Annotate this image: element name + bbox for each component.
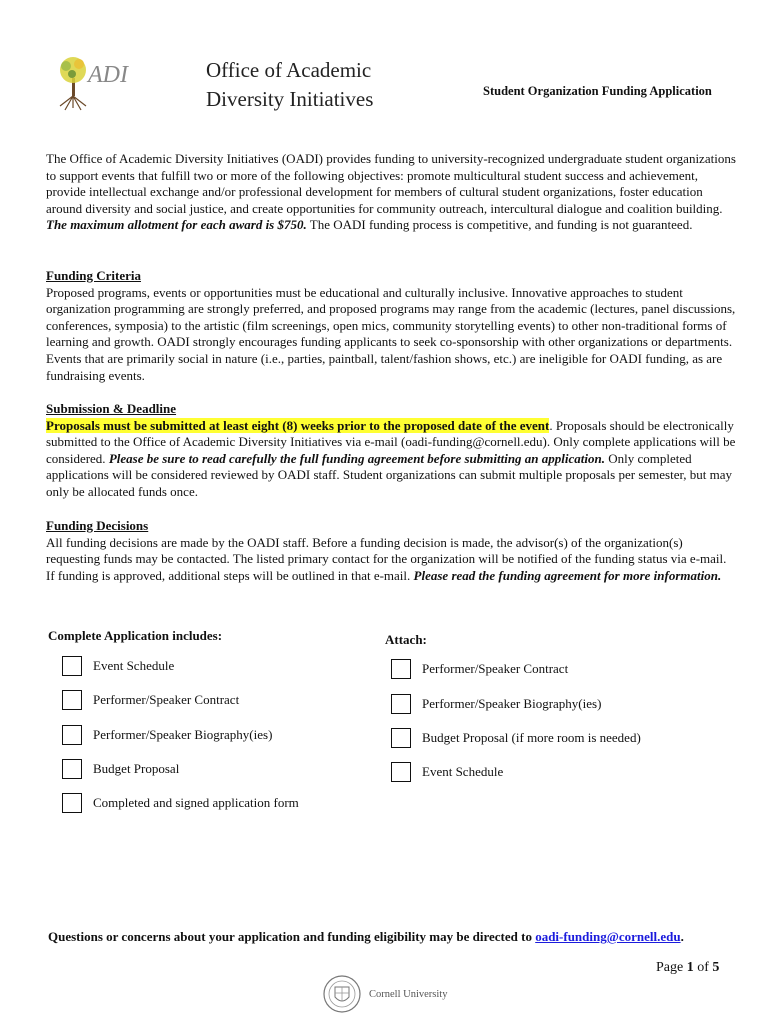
submission-emphasis: Please be sure to read carefully the full funding agreement before submitting an application. — [108, 450, 605, 466]
checkbox[interactable] — [62, 690, 82, 710]
funding-decisions-heading: Funding Decisions — [46, 518, 149, 533]
checkbox[interactable] — [62, 759, 82, 779]
intro-text-1: The Office of Academic Diversity Initiatives (OADI) provides funding to university-recognized undergraduate student organizations to support events that fulfill two or more of the following objectives: promote multicultural student success and achievement, provide intellectual exchange and/or professional development for members of cultural student organizations, foster education around diversity and social justice, and create opportunities for community outreach, intercultural dialogue and coalition building. — [46, 151, 736, 216]
checkbox[interactable] — [62, 656, 82, 676]
checklist-item-label: Performer/Speaker Contract — [93, 692, 240, 707]
cornell-footer — [323, 973, 447, 1015]
checklist-item-event-schedule[interactable] — [62, 656, 174, 676]
attach-heading: Attach: — [385, 632, 427, 647]
contact-note — [48, 929, 684, 945]
page-current: 1 — [686, 960, 694, 975]
funding-decisions-emphasis: Please read the funding agreement for more information. — [413, 567, 722, 583]
submission-section — [46, 401, 736, 501]
page-label: Page — [656, 960, 687, 975]
page-total: 5 — [712, 960, 720, 975]
checklist-item-biography[interactable] — [62, 725, 272, 745]
checkbox[interactable] — [391, 694, 411, 714]
checkbox[interactable] — [62, 793, 82, 813]
submission-text-1: . Proposals should be electronically submitted to the Office of Academic Diversity Initiatives via e-mail (oadi-funding@cornell.edu). Only complete applications will be considered. — [46, 417, 736, 466]
deadline-highlight: Proposals must be submitted at least eight (8) weeks prior to the proposed date of the event — [46, 417, 550, 433]
intro-text-2: The OADI funding process is competitive, and funding is not guaranteed. — [306, 217, 693, 233]
page-of: of — [693, 960, 713, 975]
checklist-item-label: Completed and signed application form — [93, 795, 299, 810]
logo-text: ADI — [88, 62, 128, 88]
checkbox[interactable] — [62, 725, 82, 745]
checklist-item-label: Performer/Speaker Biography(ies) — [93, 727, 273, 742]
checklist-item-application-form[interactable] — [62, 793, 299, 813]
funding-criteria-heading: Funding Criteria — [46, 268, 141, 283]
attach-item-biography[interactable] — [391, 694, 601, 714]
attach-item-contract[interactable] — [391, 659, 568, 679]
funding-criteria-section — [46, 268, 736, 384]
attach-item-label: Performer/Speaker Biography(ies) — [422, 696, 602, 711]
checklist-item-contract[interactable] — [62, 690, 239, 710]
checkbox[interactable] — [391, 659, 411, 679]
attach-item-label: Event Schedule — [422, 764, 504, 779]
contact-note-text: Questions or concerns about your application and funding eligibility may be directed to — [48, 929, 536, 944]
checkbox[interactable] — [391, 728, 411, 748]
checklist-item-label: Event Schedule — [93, 658, 175, 673]
funding-decisions-text: All funding decisions are made by the OADI staff. Before a funding decision is made, the advisor(s) of the organization(s) requesting funds may be contacted. The listed primary contact for the organization will be notified of the funding status via e-mail. If funding is approved, additional steps will be outlined in that e-mail. — [46, 534, 727, 583]
contact-email-link[interactable]: oadi-funding@cornell.edu — [535, 929, 681, 944]
attach-item-label: Performer/Speaker Contract — [422, 661, 569, 676]
attach-item-label: Budget Proposal (if more room is needed) — [422, 730, 641, 745]
page-number — [656, 960, 719, 976]
contact-note-end: . — [680, 929, 684, 944]
tree-icon — [60, 57, 86, 110]
checklist-item-label: Budget Proposal — [93, 761, 180, 776]
form-title: Student Organization Funding Application — [483, 84, 712, 98]
attach-item-budget[interactable] — [391, 728, 641, 748]
funding-criteria-text: Proposed programs, events or opportunities must be educational and culturally inclusive. Innovative approaches to student organization programming are strongly preferred, and proposed programs may range from the academic (lectures, panel discussions, conferences, symposia) to the artistic (film screenings, open mics, community storytelling events) to other non-traditional forms of learning and growth. OADI strongly encourages funding applicants to seek co-sponsorship with other organizations or departments. Events that are primarily social in nature (i.e., parties, paintball, talent/fashion shows, etc.) are ineligible for OADI funding, as are fundraising events. — [46, 284, 736, 383]
intro-paragraph — [46, 151, 736, 234]
intro-emphasis: The maximum allotment for each award is $750. — [46, 217, 307, 233]
checkbox[interactable] — [391, 762, 411, 782]
cornell-seal-icon — [323, 973, 361, 1015]
submission-text-2: Only completed applications will be considered reviewed by OADI staff. Student organizations can submit multiple proposals per semester, but may only be allocated funds once. — [46, 450, 733, 499]
funding-decisions-section — [46, 518, 736, 584]
office-title-line2: Diversity Initiatives — [206, 87, 374, 111]
checklist-item-budget[interactable] — [62, 759, 179, 779]
oadi-logo — [52, 52, 152, 112]
complete-application-heading: Complete Application includes: — [48, 628, 223, 643]
office-title — [206, 56, 373, 114]
office-title-line1: Office of Academic — [206, 58, 372, 82]
submission-heading: Submission & Deadline — [46, 401, 177, 416]
cornell-university-name: Cornell University — [369, 988, 448, 1000]
attach-item-event-schedule[interactable] — [391, 762, 503, 782]
